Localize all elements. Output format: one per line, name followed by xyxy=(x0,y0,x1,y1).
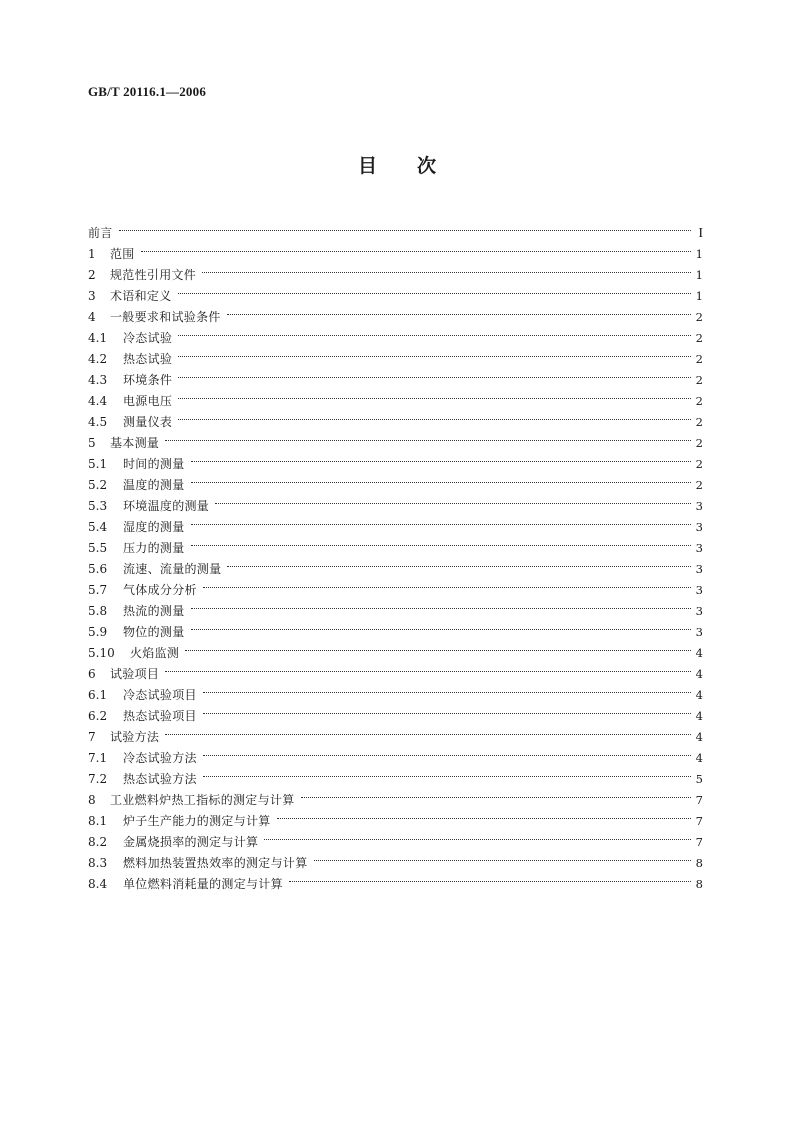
toc-entry-title: 范围 xyxy=(110,247,135,261)
toc-entry[interactable] xyxy=(88,426,703,450)
toc-page-number: 4 xyxy=(695,667,703,681)
toc-entry-number: 5 xyxy=(88,436,96,450)
toc-page-number: 4 xyxy=(695,751,703,765)
toc-page-number: 4 xyxy=(695,709,703,723)
toc-entry-title: 燃料加热装置热效率的测定与计算 xyxy=(123,856,308,870)
toc-entry-number: 8.1 xyxy=(88,814,108,828)
toc-entry-title: 流速、流量的测量 xyxy=(123,562,222,576)
toc-leader-dots xyxy=(191,510,691,531)
toc-entry[interactable] xyxy=(88,384,703,408)
toc-page-number: I xyxy=(698,226,703,241)
toc-entry[interactable] xyxy=(88,300,703,324)
toc-leader-dots xyxy=(191,468,691,489)
toc-entry-title: 试验项目 xyxy=(110,667,160,681)
toc-entry-number: 8.4 xyxy=(88,877,108,891)
toc-leader-dots xyxy=(202,258,691,279)
toc-entry-number: 7.1 xyxy=(88,751,108,765)
toc-entry-number: 5.4 xyxy=(88,520,108,534)
toc-leader-dots xyxy=(119,216,691,237)
toc-entry-title: 热流的测量 xyxy=(123,604,185,618)
toc-entry-title: 温度的测量 xyxy=(123,478,185,492)
toc-leader-dots xyxy=(178,321,691,342)
toc-leader-dots xyxy=(203,699,691,720)
toc-page-number: 5 xyxy=(695,772,703,786)
toc-entry[interactable] xyxy=(88,342,703,366)
toc-page-number: 2 xyxy=(695,415,703,429)
toc-entry-number: 6.2 xyxy=(88,709,108,723)
toc-page-number: 7 xyxy=(695,793,703,807)
toc-entry-number: 4.3 xyxy=(88,373,108,387)
toc-entry-title: 火焰监测 xyxy=(130,646,180,660)
toc-page-number: 2 xyxy=(695,436,703,450)
toc-page-number: 2 xyxy=(695,331,703,345)
toc-entry-number: 5.3 xyxy=(88,499,108,513)
toc-entry[interactable] xyxy=(88,720,703,744)
toc-page-number: 1 xyxy=(695,247,703,261)
toc-entry-number: 5.5 xyxy=(88,541,108,555)
toc-entry[interactable] xyxy=(88,216,703,241)
toc-entry-title: 前言 xyxy=(88,226,113,240)
toc-entry-title: 金属烧损率的测定与计算 xyxy=(123,835,259,849)
toc-title-char-2: 次 xyxy=(417,155,437,177)
toc-leader-dots xyxy=(203,573,691,594)
toc-entry-number: 5.10 xyxy=(88,646,115,660)
toc-leader-dots xyxy=(165,720,691,741)
toc-entry-title: 测量仪表 xyxy=(123,415,173,429)
toc-leader-dots xyxy=(301,783,691,804)
toc-leader-dots xyxy=(185,636,691,657)
toc-leader-dots xyxy=(165,657,691,678)
toc-title-char-1: 目 xyxy=(357,155,377,177)
toc-page-number: 4 xyxy=(695,688,703,702)
toc-page-number: 2 xyxy=(695,373,703,387)
toc-entry-title: 术语和定义 xyxy=(110,289,172,303)
toc-page-number: 2 xyxy=(695,394,703,408)
toc-page-number: 2 xyxy=(695,457,703,471)
toc-leader-dots xyxy=(141,237,691,258)
toc-entry-title: 热态试验 xyxy=(123,352,173,366)
toc-entry-number: 8.2 xyxy=(88,835,108,849)
toc-entry[interactable] xyxy=(88,321,703,345)
toc-leader-dots xyxy=(178,363,691,384)
toc-entry-number: 6.1 xyxy=(88,688,108,702)
toc-entry-title: 湿度的测量 xyxy=(123,520,185,534)
toc-page-number: 7 xyxy=(695,814,703,828)
toc-page-number: 7 xyxy=(695,835,703,849)
toc-page-number: 2 xyxy=(695,478,703,492)
toc-entry-number: 2 xyxy=(88,268,96,282)
toc-page-number: 3 xyxy=(695,604,703,618)
toc-entry-title: 环境条件 xyxy=(123,373,173,387)
toc-entry-title: 冷态试验 xyxy=(123,331,173,345)
toc-entry-number: 4.2 xyxy=(88,352,108,366)
toc-entry-number: 8.3 xyxy=(88,856,108,870)
toc-page-number: 3 xyxy=(695,541,703,555)
toc-entry-number: 8 xyxy=(88,793,96,807)
toc-entry-title: 冷态试验项目 xyxy=(123,688,197,702)
toc-entry-title: 一般要求和试验条件 xyxy=(110,310,221,324)
toc-leader-dots xyxy=(178,384,691,405)
toc-page-number: 3 xyxy=(695,499,703,513)
toc-entry[interactable] xyxy=(88,447,703,471)
toc-leader-dots xyxy=(289,867,691,888)
toc-leader-dots xyxy=(215,489,691,510)
toc-page-number: 8 xyxy=(695,856,703,870)
toc-leader-dots xyxy=(227,552,691,573)
toc-leader-dots xyxy=(178,342,691,363)
toc-leader-dots xyxy=(227,300,691,321)
toc-leader-dots xyxy=(191,615,691,636)
toc-leader-dots xyxy=(165,426,691,447)
toc-entry-number: 1 xyxy=(88,247,96,261)
table-of-contents xyxy=(88,216,703,891)
toc-entry[interactable] xyxy=(88,657,703,681)
toc-entry-title: 压力的测量 xyxy=(123,541,185,555)
toc-entry-title: 气体成分分析 xyxy=(123,583,197,597)
toc-entry-title: 单位燃料消耗量的测定与计算 xyxy=(123,877,283,891)
toc-leader-dots xyxy=(191,447,691,468)
toc-entry[interactable] xyxy=(88,363,703,387)
toc-entry[interactable] xyxy=(88,258,703,282)
toc-entry-title: 热态试验项目 xyxy=(123,709,197,723)
toc-page-number: 3 xyxy=(695,562,703,576)
toc-entry[interactable] xyxy=(88,237,703,261)
toc-page-number: 3 xyxy=(695,625,703,639)
toc-page-number: 4 xyxy=(695,730,703,744)
toc-leader-dots xyxy=(277,804,691,825)
toc-title xyxy=(0,151,794,178)
toc-entry-number: 4.4 xyxy=(88,394,108,408)
toc-entry-title: 试验方法 xyxy=(110,730,160,744)
toc-leader-dots xyxy=(203,741,691,762)
toc-entry-number: 5.7 xyxy=(88,583,108,597)
toc-entry-number: 5.6 xyxy=(88,562,108,576)
toc-entry-number: 4.5 xyxy=(88,415,108,429)
toc-leader-dots xyxy=(178,279,691,300)
toc-page-number: 8 xyxy=(695,877,703,891)
toc-page-number: 1 xyxy=(695,268,703,282)
toc-entry-number: 5.2 xyxy=(88,478,108,492)
toc-entry[interactable] xyxy=(88,279,703,303)
toc-leader-dots xyxy=(314,846,691,867)
toc-entry[interactable] xyxy=(88,405,703,429)
toc-entry-title: 冷态试验方法 xyxy=(123,751,197,765)
toc-entry-number: 7 xyxy=(88,730,96,744)
toc-entry-number: 7.2 xyxy=(88,772,108,786)
toc-entry-title: 电源电压 xyxy=(123,394,173,408)
standard-code: GB/T 20116.1—2006 xyxy=(88,84,207,99)
toc-leader-dots xyxy=(203,762,691,783)
toc-entry-title: 时间的测量 xyxy=(123,457,185,471)
toc-entry-number: 6 xyxy=(88,667,96,681)
toc-entry[interactable] xyxy=(88,741,703,765)
toc-entry-title: 基本测量 xyxy=(110,436,160,450)
toc-entry-number: 4.1 xyxy=(88,331,108,345)
toc-leader-dots xyxy=(191,594,691,615)
toc-leader-dots xyxy=(264,825,691,846)
toc-entry-title: 炉子生产能力的测定与计算 xyxy=(123,814,271,828)
toc-entry-number: 5.8 xyxy=(88,604,108,618)
toc-leader-dots xyxy=(203,678,691,699)
toc-entry-number: 5.1 xyxy=(88,457,108,471)
toc-page-number: 1 xyxy=(695,289,703,303)
toc-entry-title: 物位的测量 xyxy=(123,625,185,639)
toc-page-number: 2 xyxy=(695,310,703,324)
toc-entry-title: 规范性引用文件 xyxy=(110,268,197,282)
toc-entry-title: 环境温度的测量 xyxy=(123,499,210,513)
toc-page-number: 2 xyxy=(695,352,703,366)
toc-entry-title: 工业燃料炉热工指标的测定与计算 xyxy=(110,793,295,807)
toc-page-number: 3 xyxy=(695,583,703,597)
toc-leader-dots xyxy=(191,531,691,552)
toc-page-number: 3 xyxy=(695,520,703,534)
toc-leader-dots xyxy=(178,405,691,426)
toc-entry-number: 3 xyxy=(88,289,96,303)
toc-page-number: 4 xyxy=(695,646,703,660)
toc-entry-number: 4 xyxy=(88,310,96,324)
toc-entry-number: 5.9 xyxy=(88,625,108,639)
toc-entry-title: 热态试验方法 xyxy=(123,772,197,786)
toc-entry[interactable] xyxy=(88,678,703,702)
